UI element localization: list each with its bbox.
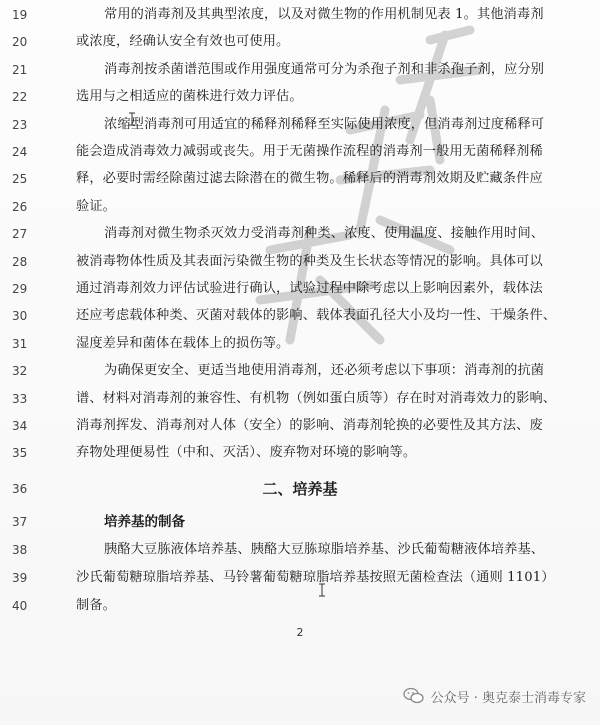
wechat-icon bbox=[403, 687, 425, 705]
text-line bbox=[0, 249, 600, 275]
line-text: 被消毒物体性质及其表面污染微生物的种类及生长状态等情况的影响。具体可以 bbox=[76, 253, 543, 269]
text-line bbox=[0, 593, 600, 619]
text-cursor-icon bbox=[128, 112, 136, 126]
line-number: 37 bbox=[12, 515, 28, 529]
text-line bbox=[0, 440, 600, 466]
line-text: 弃物处理便易性（中和、灭活）、废弃物对环境的影响等。 bbox=[76, 445, 417, 461]
text-line bbox=[0, 2, 600, 28]
text-line bbox=[0, 413, 600, 439]
line-text: 为确保更安全、更适当地使用消毒剂，还必须考虑以下事项：消毒剂的抗菌 bbox=[104, 363, 545, 379]
text-line bbox=[0, 57, 600, 83]
line-number: 33 bbox=[12, 391, 28, 406]
line-number: 31 bbox=[12, 336, 28, 351]
section-heading: 二、培养基 bbox=[262, 480, 338, 498]
line-text: 制备。 bbox=[76, 598, 117, 613]
text-line bbox=[0, 139, 600, 165]
line-number: 19 bbox=[12, 8, 28, 22]
text-cursor-icon bbox=[318, 583, 326, 597]
text-line bbox=[0, 112, 600, 138]
text-line bbox=[0, 537, 600, 563]
page-number: 2 bbox=[296, 626, 304, 639]
line-text: 沙氏葡萄糖琼脂培养基、马铃薯葡萄糖琼脂培养基按照无菌检查法（通则 1101） bbox=[76, 570, 555, 585]
line-text: 还应考虑载体种类、灭菌对载体的影响、载体表面孔径大小及均一性、干燥条件、 bbox=[76, 308, 557, 324]
text-line bbox=[0, 29, 600, 55]
text-line bbox=[0, 166, 600, 192]
subheading: 培养基的制备 bbox=[104, 514, 185, 530]
line-number: 38 bbox=[12, 543, 28, 557]
section-heading-row bbox=[0, 476, 600, 502]
line-text: 或浓度，经确认安全有效也可使用。 bbox=[76, 34, 290, 50]
line-number: 25 bbox=[12, 172, 28, 187]
line-number: 26 bbox=[12, 199, 28, 214]
line-number: 29 bbox=[12, 282, 28, 296]
text-line bbox=[0, 386, 600, 412]
line-text: 胰酪大豆胨液体培养基、胰酪大豆胨琼脂培养基、沙氏葡萄糖液体培养基、 bbox=[104, 542, 545, 557]
line-text: 选用与之相适应的菌株进行效力评估。 bbox=[76, 89, 303, 105]
line-number: 32 bbox=[12, 364, 28, 379]
line-number: 35 bbox=[12, 446, 28, 461]
line-text: 通过消毒剂效力评估试验进行确认，试验过程中除考虑以上影响因素外，载体法 bbox=[76, 281, 543, 296]
wechat-footer bbox=[403, 684, 586, 708]
text-line bbox=[0, 565, 600, 591]
line-text: 常用的消毒剂及其典型浓度，以及对微生物的作用机制见表 1。其他消毒剂 bbox=[104, 7, 544, 22]
line-number: 39 bbox=[12, 571, 28, 585]
text-line bbox=[0, 194, 600, 220]
line-number: 27 bbox=[12, 227, 28, 242]
line-text: 消毒剂挥发、消毒剂对人体（安全）的影响、消毒剂轮换的必要性及其方法、废 bbox=[76, 418, 543, 433]
text-line bbox=[0, 358, 600, 384]
line-number: 24 bbox=[12, 145, 28, 159]
line-number: 23 bbox=[12, 117, 28, 132]
line-text: 浓缩型消毒剂可用适宜的稀释剂稀释至实际使用浓度，但消毒剂过度稀释可 bbox=[104, 116, 545, 132]
line-number: 20 bbox=[12, 35, 28, 50]
line-number: 40 bbox=[12, 599, 28, 613]
footer-text: 公众号 · 奥克泰士消毒专家 bbox=[430, 690, 586, 706]
line-text: 谱、材料对消毒剂的兼容性、有机物（例如蛋白质等）存在时对消毒效力的影响、 bbox=[76, 390, 557, 406]
text-line bbox=[0, 303, 600, 329]
line-number: 22 bbox=[12, 90, 28, 105]
line-text: 能会造成消毒效力减弱或丧失。用于无菌操作流程的消毒剂一般用无菌稀释剂稀 bbox=[76, 144, 543, 159]
line-number: 21 bbox=[12, 62, 28, 77]
line-number: 34 bbox=[12, 419, 28, 433]
text-line bbox=[0, 221, 600, 247]
line-text: 湿度差异和菌体在载体上的损伤等。 bbox=[76, 335, 290, 351]
line-text: 消毒剂按杀菌谱范围或作用强度通常可分为杀孢子剂和非杀孢子剂，应分别 bbox=[104, 61, 545, 77]
subheading-row bbox=[0, 509, 600, 535]
line-number: 36 bbox=[12, 482, 28, 496]
line-number: 28 bbox=[12, 254, 28, 269]
text-line bbox=[0, 331, 600, 357]
line-text: 消毒剂对微生物杀灭效力受消毒剂种类、浓度、使用温度、接触作用时间、 bbox=[104, 226, 545, 242]
text-line bbox=[0, 84, 600, 110]
text-line bbox=[0, 276, 600, 302]
line-text: 验证。 bbox=[76, 198, 117, 214]
line-text: 释，必要时需经除菌过滤去除潜在的微生物。稀释后的消毒剂效期及贮藏条件应 bbox=[76, 171, 543, 187]
line-number: 30 bbox=[12, 309, 28, 324]
